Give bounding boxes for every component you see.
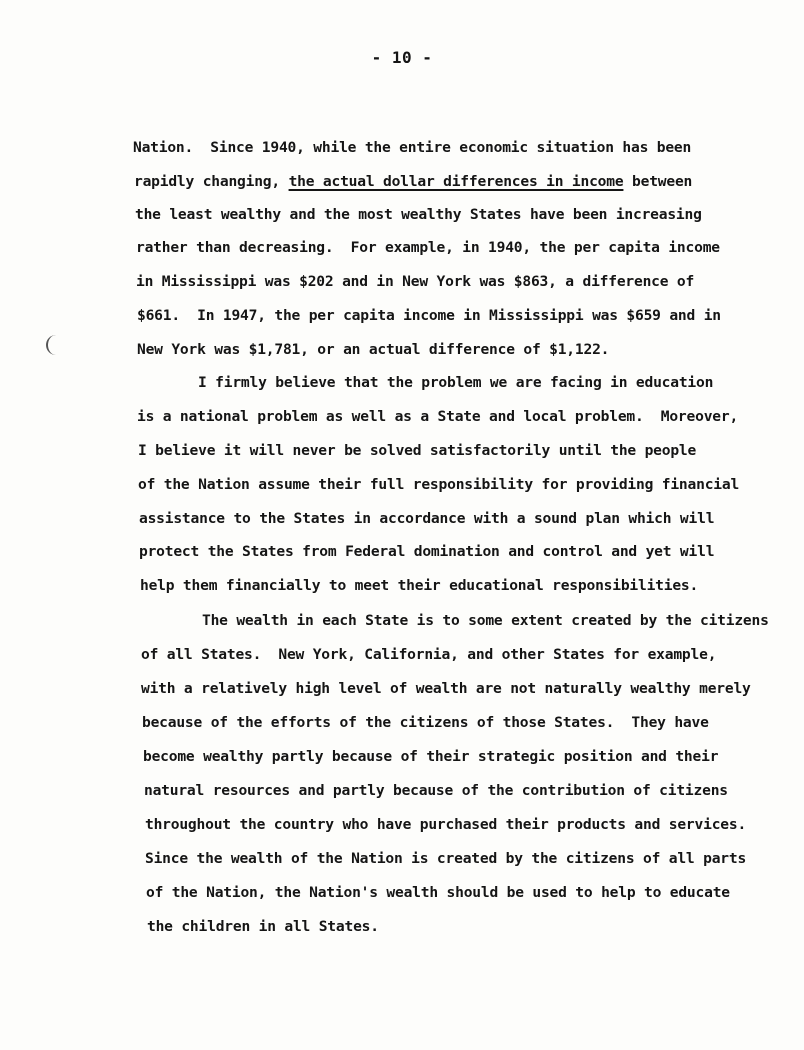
p2-line-5: assistance to the States in accordance with a sound plan which will — [139, 510, 715, 527]
p3-line-5: become wealthy partly because of their strategic position and their — [143, 748, 719, 765]
p3-line-7: throughout the country who have purchased their products and services. — [145, 816, 747, 833]
p2-line-7: help them financially to meet their educational responsibilities. — [140, 577, 699, 594]
p2-line-4: of the Nation assume their full responsibility for providing financial — [138, 476, 740, 493]
p1-line-4: rather than decreasing. For example, in 1940, the per capita income — [136, 239, 720, 256]
p2-line-1: I firmly believe that the problem we are facing in education — [198, 374, 714, 391]
p3-line-3: with a relatively high level of wealth are not naturally wealthy merely — [141, 680, 751, 697]
p1-line-1: Nation. Since 1940, while the entire economic situation has been — [133, 139, 692, 156]
p3-line-4: because of the efforts of the citizens of those States. They have — [142, 714, 709, 731]
p1-line-3: the least wealthy and the most wealthy States have been increasing — [135, 206, 702, 223]
underlined-phrase: the actual dollar differences in income — [288, 173, 624, 190]
p2-line-6: protect the States from Federal domination and control and yet will — [139, 543, 715, 560]
p1-line-7: New York was $1,781, or an actual difference of $1,122. — [137, 341, 610, 358]
p3-line-9: of the Nation, the Nation's wealth should be used to help to educate — [146, 884, 730, 901]
p3-line-2: of all States. New York, California, and other States for example, — [141, 646, 717, 663]
p1-line-6: $661. In 1947, the per capita income in Mississippi was $659 and in — [137, 307, 721, 324]
p1-line-2 — [134, 172, 692, 192]
p3-line-6: natural resources and partly because of the contribution of citizens — [144, 782, 728, 799]
p1-line-2-end: between — [623, 173, 693, 190]
p1-line-5: in Mississippi was $202 and in New York was $863, a difference of — [136, 273, 695, 290]
p3-line-8: Since the wealth of the Nation is created by the citizens of all parts — [145, 850, 747, 867]
margin-mark — [46, 335, 66, 355]
p2-line-3: I believe it will never be solved satisfactorily until the people — [138, 442, 697, 459]
page-number: - 10 - — [371, 48, 433, 67]
p3-line-10: the children in all States. — [147, 918, 379, 935]
p3-line-1: The wealth in each State is to some extent created by the citizens — [202, 612, 769, 629]
p1-line-2-start: rapidly changing, — [134, 173, 289, 190]
p2-line-2: is a national problem as well as a State and local problem. Moreover, — [137, 408, 739, 425]
